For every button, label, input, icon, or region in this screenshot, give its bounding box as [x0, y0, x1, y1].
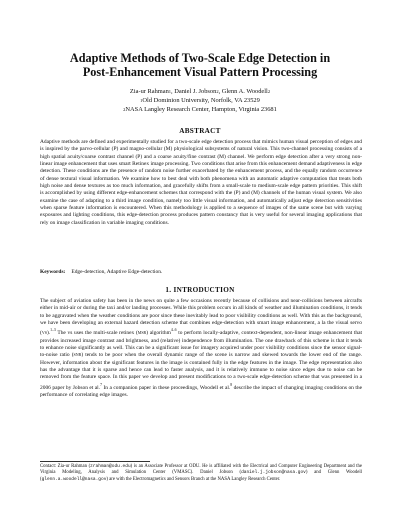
intro-text-4: ) algorithm	[146, 330, 171, 337]
footnote-text-3: ) and Glenn Woodell (	[40, 470, 362, 482]
citation-2: 4–6	[170, 328, 177, 333]
intro-text-3: The vs uses the multi-scale retinex (	[55, 330, 138, 337]
introduction-heading: 1. INTRODUCTION	[165, 286, 235, 294]
acronym-vs: vs	[41, 330, 47, 337]
affiliation-1	[20, 97, 380, 106]
intro-text-8: describe the impact of changing imaging conditions on the performance of correlating edge images.	[40, 384, 363, 398]
footnote-text-2: ) is an Associate Professor at ODU. He is affiliated with the Electrical and Computer Engineering Department and the Virginia Modeling, Analysis and Simulation Center (VMASC). Daniel Jobson (	[40, 464, 362, 476]
affiliation-2-mark: 2	[123, 107, 126, 112]
acronym-snr: snr	[73, 352, 82, 359]
abstract-heading: ABSTRACT	[179, 127, 221, 135]
footnote-divider	[40, 461, 150, 462]
introduction-paragraph	[40, 298, 362, 399]
email-zrahman[interactable]: zrahman@odu.edu	[90, 464, 131, 469]
email-woodell[interactable]: glenn.a.woodell@nasa.gov	[41, 476, 107, 482]
keywords	[40, 269, 362, 276]
author-1-affiliation-mark: 1	[168, 89, 172, 94]
paper-title-line-1: Adaptive Methods of Two-Scale Edge Detection in	[69, 51, 331, 65]
author-list	[20, 88, 380, 97]
footnote-text-1: Contact: Zia-ur Rahman (	[40, 464, 91, 469]
author-3-affiliation-mark: 2	[267, 89, 271, 94]
author-1: Zia-ur Rahman	[129, 88, 169, 95]
abstract-text: Adaptive methods are defined and experimentally studied for a two-scale edge detection process that mimics human visual perception of edges and is inspired by the parvo-cellular (P) and magno-cellular (M) physiological subsystems of natural vision. This two-channel processing consists of a high spatial acuity/coarse contrast channel (P) and a coarse acuity/fine contrast (M) channel. We perform edge detection after a very strong non-linear image enhancement that uses smart Retinex image processing. Two conditions that arise from this enhancement demand adaptiveness in edge detection. These conditions are the presence of random noise further exacerbated by the enhancement process, and the equally random occurrence of dense textural visual information. We examine how to best deal with both phenomena with an automatic adaptive computation that treats both high noise and dense textures as too much information, and gracefully shifts from a small-scale to medium-scale edge pattern priorities. This shift is accomplished by using different edge-enhancement schemes that correspond with the (P) and (M) channels of the human visual system. We also examine the case of adapting to a third image condition, namely too little visual information, and automatically adjust edge detection sensitivities when sparse feature information is encountered. When this methodology is applied to a sequence of images of the same scene but with varying exposures and lighting conditions, this edge-detection process produces pattern constancy that is very useful for several imaging applications that rely on image classification in variable imaging conditions.	[40, 139, 362, 226]
author-3: , Glenn A. Woodell	[218, 88, 268, 95]
author-2: , Daniel J. Jobson	[171, 88, 217, 95]
intro-text-1: The subject of aviation safety has been in the news on quite a few occasions recently because of collisions and near-collisions between aircrafts either in mid-air or during the taxi and/or landing processes. While this problem occurs in all kinds of weather and illumination conditions, it tends to be aggravated when the weather conditions are poor since these inevitably lead to poor visibility conditions as well. With this as the background, we have been developing an external hazard detection scheme that combines edge-detection with smart image enhancement, a la the visual servo (	[40, 298, 362, 337]
affiliation-2	[20, 106, 380, 115]
acronym-msr: msr	[137, 330, 147, 337]
keywords-text: Edge-detection, Adaptive Edge-detection.	[71, 269, 163, 275]
paper-title-line-2: Post-Enhancement Visual Pattern Processing	[82, 65, 318, 79]
intro-text-6: ) tends to be poor when the overall dynamic range of the scene is narrow and skewed towards the lower end of the range. However, information about the significant features in the image is contained fully in the edge features in the image. The edge representation also has the advantage that it is sparse and hence can lead to faster analysis, and it is relatively immune to noise since edges due to noise can be removed from the feature space. In this paper we develop and present modifications to a two-scale edge-detection scheme that was presented in a 2006 paper by Jobson et al.	[40, 352, 363, 391]
citation-1: 1–3	[50, 328, 56, 333]
affiliation-2-text: NASA Langley Research Center, Hampton, Virginia 23681	[125, 106, 277, 113]
citation-3: 7	[100, 382, 102, 387]
affiliation-1-mark: 1	[140, 98, 143, 103]
intro-text-2: ).	[46, 330, 51, 337]
intro-text-5: to perform locally-adaptive, context-dependent, non-linear image enhancement that provides increased image contrast and brightness, and (relative) independence from illumination. The one drawback of this scheme is that it tends to enhance noise significantly as well. This can be a significant issue for imagery acquired under poor visibility conditions since the sensor signal-to-noise ratio (	[40, 330, 363, 359]
contact-footnote	[40, 464, 362, 483]
footnote-text-4: ) are with the Electromagnetics and Sensors Branch at the NASA Langley Research Center.	[106, 476, 281, 482]
author-2-affiliation-mark: 2	[216, 89, 219, 94]
intro-text-7: In a companion paper in these proceedings, Woodell et al.	[101, 384, 231, 391]
keywords-label: Keywords:	[40, 269, 66, 275]
email-jobson[interactable]: daniel.j.jobson@nasa.gov	[241, 470, 306, 476]
citation-4: 8	[230, 382, 233, 387]
affiliation-1-text: Old Dominion University, Norfolk, VA 23529	[142, 97, 260, 104]
